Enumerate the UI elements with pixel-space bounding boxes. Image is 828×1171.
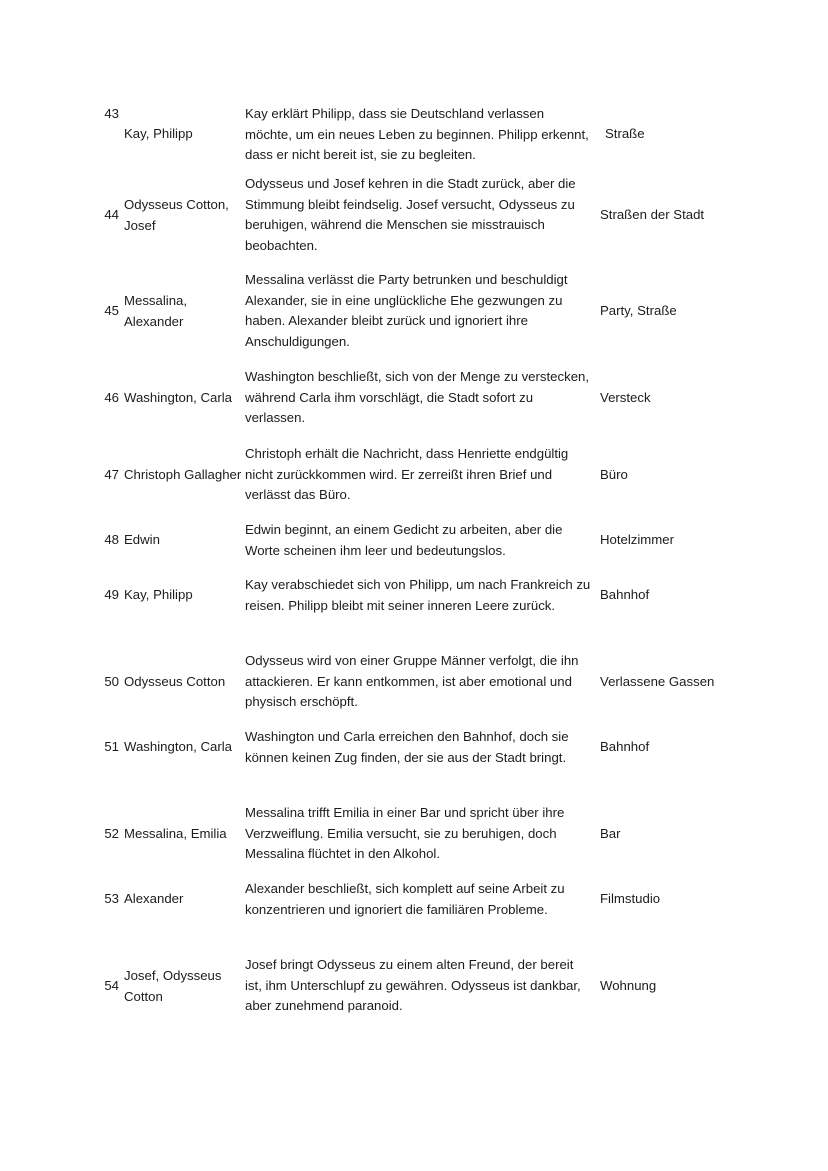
scene-description: Alexander beschließt, sich komplett auf seine Arbeit zu konzentrieren und ignoriert die familiären Probleme.: [245, 881, 569, 917]
table-row: [0, 575, 828, 638]
scene-location: Straßen der Stadt: [600, 207, 705, 222]
scene-index: 49: [104, 587, 119, 602]
scene-index: 51: [104, 739, 119, 754]
scene-characters: Edwin: [124, 532, 160, 547]
scene-index: 44: [104, 207, 119, 222]
scene-location: Bahnhof: [600, 587, 650, 602]
scene-characters: Messalina, Alexander: [124, 293, 190, 329]
table-row: [0, 955, 828, 1018]
scene-index: 52: [104, 826, 119, 841]
table-row: [0, 270, 828, 354]
table-row: [0, 174, 828, 258]
scene-characters: Josef, Odysseus Cotton: [124, 968, 226, 1004]
scene-characters: Kay, Philipp: [124, 587, 193, 602]
scene-description: Josef bringt Odysseus zu einem alten Freund, der bereit ist, ihm Unterschlupf zu gewähren. Odysseus ist dankbar, aber zunehmend paranoid.: [245, 957, 585, 1013]
scene-description: Washington beschließt, sich von der Menge zu verstecken, während Carla ihm vorschlägt, die Stadt sofort zu verlassen.: [245, 369, 593, 425]
scene-location: Verlassene Gassen: [600, 674, 715, 689]
table-row: [0, 879, 828, 942]
scene-description: Kay verabschiedet sich von Philipp, um nach Frankreich zu reisen. Philipp bleibt mit seiner inneren Leere zurück.: [245, 577, 594, 613]
scene-index: 46: [104, 390, 119, 405]
scene-index: 47: [104, 467, 119, 482]
scene-characters: Washington, Carla: [124, 739, 232, 754]
table-row: [0, 444, 828, 507]
scene-location: Bahnhof: [600, 739, 650, 754]
table-row: [0, 520, 828, 562]
scene-location: Filmstudio: [600, 891, 661, 906]
scene-description: Odysseus und Josef kehren in die Stadt zurück, aber die Stimmung bleibt feindselig. Josef versucht, Odysseus zu beruhigen, während die Menschen sie misstrauisch beobachten.: [245, 176, 580, 253]
scene-location: Büro: [600, 467, 628, 482]
table-row: [0, 727, 828, 790]
scene-characters: Messalina, Emilia: [124, 826, 227, 841]
scene-description: Edwin beginnt, an einem Gedicht zu arbeiten, aber die Worte scheinen ihm leer und bedeutungslos.: [245, 522, 567, 558]
scene-description: Odysseus wird von einer Gruppe Männer verfolgt, die ihn attackieren. Er kann entkommen, ist aber emotional und physisch erschöpft.: [245, 653, 583, 709]
scene-description: Christoph erhält die Nachricht, dass Henriette endgültig nicht zurückkommen wird. Er zerreißt ihren Brief und verlässt das Büro.: [245, 446, 572, 502]
scene-location: Hotelzimmer: [600, 532, 675, 547]
table-row: [0, 651, 828, 714]
scene-index: 48: [104, 532, 119, 547]
scene-description: Messalina verlässt die Party betrunken und beschuldigt Alexander, sie in eine unglückliche Ehe gezwungen zu haben. Alexander bleibt zurück und ignoriert ihre Anschuldigungen.: [245, 272, 571, 349]
scene-location: Versteck: [600, 390, 651, 405]
scene-characters: Kay, Philipp: [124, 126, 193, 141]
scene-description: Kay erklärt Philipp, dass sie Deutschland verlassen möchte, um ein neues Leben zu beginnen. Philipp erkennt, dass er nicht bereit ist, sie zu begleiten.: [245, 106, 593, 162]
scene-characters: Alexander: [124, 891, 184, 906]
table-row: [0, 803, 828, 866]
scene-description: Washington und Carla erreichen den Bahnhof, doch sie können keinen Zug finden, der sie aus der Stadt bringt.: [245, 729, 573, 765]
scene-characters: Christoph Gallagher: [124, 467, 242, 482]
scene-location: Party, Straße: [600, 303, 677, 318]
scene-index: 43: [104, 106, 119, 121]
scene-characters: Odysseus Cotton, Josef: [124, 197, 233, 233]
scene-location: Wohnung: [600, 978, 657, 993]
scene-index: 53: [104, 891, 119, 906]
scene-characters: Washington, Carla: [124, 390, 232, 405]
scene-index: 54: [104, 978, 119, 993]
scene-description: Messalina trifft Emilia in einer Bar und spricht über ihre Verzweiflung. Emilia versucht, sie zu beruhigen, doch Messalina flüchtet in den Alkohol.: [245, 805, 568, 861]
scene-location: Bar: [600, 826, 621, 841]
scene-index: 50: [104, 674, 119, 689]
scene-location: Straße: [605, 126, 645, 141]
table-row: [0, 367, 828, 430]
scene-index: 45: [104, 303, 119, 318]
scene-characters: Odysseus Cotton: [124, 674, 226, 689]
